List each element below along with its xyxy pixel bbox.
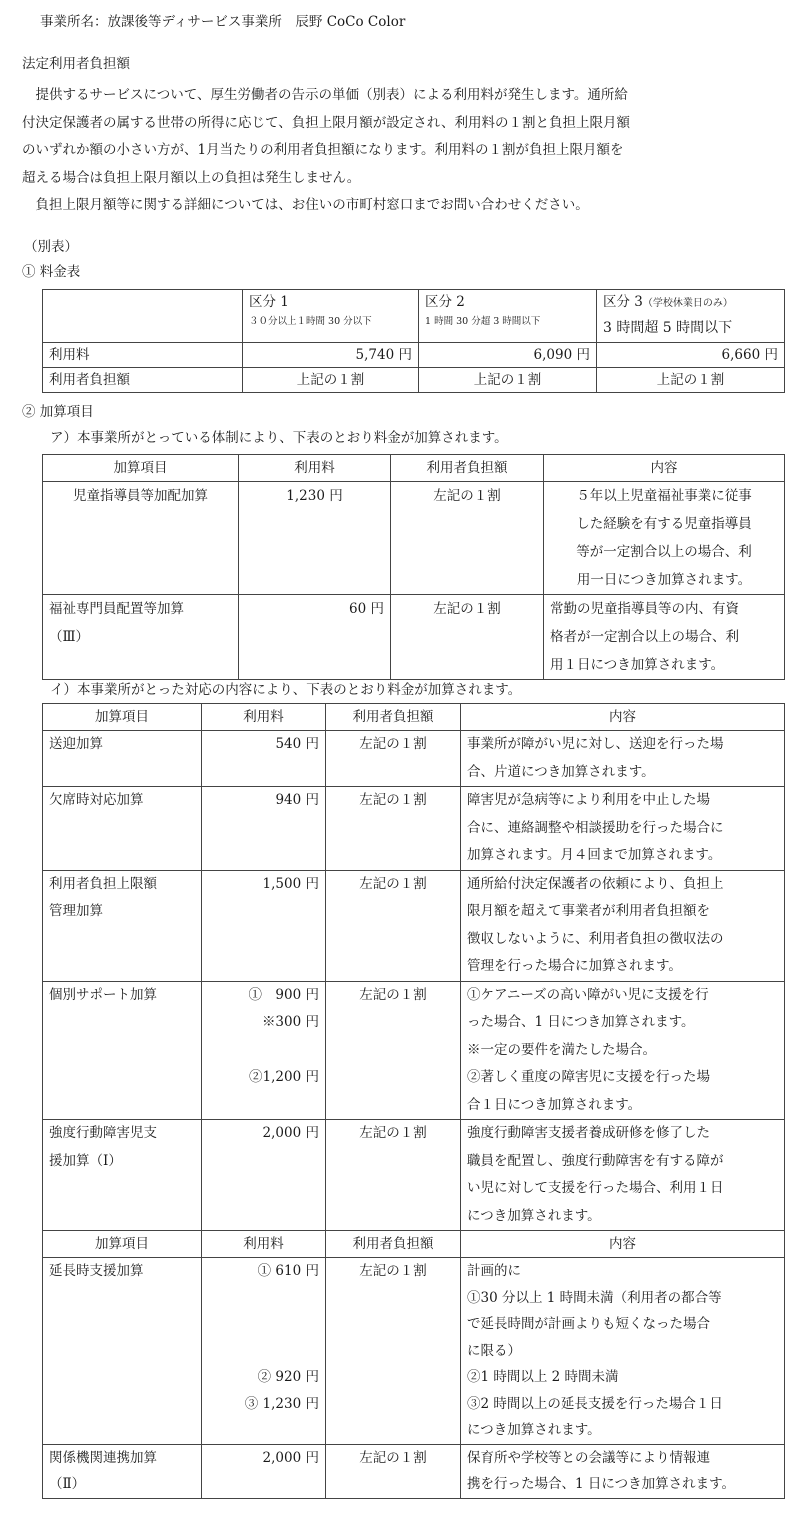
content-line: 合、片道につき加算されます。 xyxy=(467,763,655,780)
content-cell xyxy=(461,1258,785,1445)
item-cell xyxy=(43,482,239,595)
header-content: 内容 xyxy=(461,704,785,731)
table-row xyxy=(43,787,785,871)
content-cell xyxy=(461,1120,785,1231)
category-duration: ３０分以上１時間 30 分以下 xyxy=(249,316,372,327)
content-line: 管理を行った場合に加算されます。 xyxy=(467,958,682,974)
burden-cell: 左記の１割 xyxy=(326,787,461,871)
fee-table-row xyxy=(43,368,785,393)
fee-value: 1,500 円 xyxy=(262,875,319,892)
table-header-row xyxy=(43,704,785,731)
content-cell xyxy=(461,870,785,981)
content-line: 等が一定割合以上の場合、利 xyxy=(576,544,752,560)
header-content: 内容 xyxy=(544,455,785,482)
fee-cell xyxy=(239,595,391,680)
item-name: 欠席時対応加算 xyxy=(49,792,144,808)
fee-value: 60 円 xyxy=(349,601,384,617)
item-name: 関係機関連携加算 xyxy=(49,1449,157,1466)
item-name: 福祉専門員配置等加算 xyxy=(49,601,184,617)
fee-spacer xyxy=(208,1285,319,1312)
intro-line: 超える場合は負担上限月額以上の負担は発生しません。 xyxy=(22,169,361,186)
content-line: 通所給付決定保護者の依頼により、負担上 xyxy=(467,875,724,892)
table-header-row xyxy=(43,1231,785,1258)
content-line: ①30 分以上 1 時間未満（利用者の都合等 xyxy=(467,1289,722,1306)
fee-value: 1,230 円 xyxy=(286,488,343,504)
header-content: 内容 xyxy=(461,1231,785,1258)
burden-cell: 左記の１割 xyxy=(326,1258,461,1445)
content-cell xyxy=(544,482,785,595)
item-cell xyxy=(43,870,202,981)
table-header-row xyxy=(43,455,785,482)
content-line: 事業所が障がい児に対し、送迎を行った場 xyxy=(467,736,724,752)
content-cell xyxy=(461,731,785,787)
burden-cell: 左記の１割 xyxy=(326,1444,461,1498)
fee-spacer xyxy=(208,1338,319,1365)
header-burden: 利用者負担額 xyxy=(326,704,461,731)
fee-table-row xyxy=(43,343,785,368)
section1-title: ① 料金表 xyxy=(22,264,81,280)
intro-paragraph xyxy=(22,82,630,220)
fee-table xyxy=(42,289,785,393)
content-line: につき加算されます。 xyxy=(467,1422,601,1438)
content-line: した経験を有する児童指導員 xyxy=(576,516,752,532)
category-note: （学校休業日のみ） xyxy=(642,298,733,309)
burden-value: 上記の１割 xyxy=(419,368,597,393)
burden-cell: 左記の１割 xyxy=(391,595,544,680)
fee-table-header-cell xyxy=(597,290,785,343)
fee-cell xyxy=(202,1444,326,1498)
item-name: 援加算（Ⅰ） xyxy=(49,1152,122,1169)
content-line: 計画的に xyxy=(467,1263,521,1279)
item-cell xyxy=(43,787,202,871)
fee-spacer xyxy=(208,1037,319,1065)
item-name: （Ⅱ） xyxy=(49,1476,86,1492)
burden-cell: 左記の１割 xyxy=(326,981,461,1120)
fee-table-corner xyxy=(43,290,243,343)
fee-table-header-cell xyxy=(419,290,597,343)
content-line: った場合、1 日につき加算されます。 xyxy=(467,1014,695,1030)
item-name: （Ⅲ） xyxy=(49,629,90,645)
header-item: 加算項目 xyxy=(43,704,202,731)
content-line: 用一日につき加算されます。 xyxy=(576,572,752,588)
item-cell xyxy=(43,1444,202,1498)
item-cell xyxy=(43,981,202,1120)
content-line: で延長時間が計画よりも短くなった場合 xyxy=(467,1316,710,1332)
burden-cell: 左記の１割 xyxy=(326,731,461,787)
intro-line: 負担上限月額等に関する詳細については、お住いの市町村窓口までお問い合わせください。 xyxy=(22,197,589,213)
item-name: 強度行動障害児支 xyxy=(49,1125,157,1141)
header-burden: 利用者負担額 xyxy=(391,455,544,482)
content-line: ③2 時間以上の延長支援を行った場合１日 xyxy=(467,1395,723,1412)
table-a-caption: ア）本事業所がとっている体制により、下表のとおり料金が加算されます。 xyxy=(50,430,508,446)
table-row xyxy=(43,1120,785,1231)
content-line: 携を行った場合、1 日につき加算されます。 xyxy=(467,1476,736,1492)
section-title-legal-burden: 法定利用者負担額 xyxy=(22,56,130,72)
header-item: 加算項目 xyxy=(43,1231,202,1258)
burden-value: 上記の１割 xyxy=(597,368,785,393)
table-row xyxy=(43,731,785,787)
row-label: 利用料 xyxy=(43,343,243,368)
fee-cell xyxy=(202,1120,326,1231)
fee-value: 2,000 円 xyxy=(262,1449,319,1466)
addition-table-b xyxy=(42,703,785,1499)
content-line: に限る） xyxy=(467,1342,521,1359)
header-burden: 利用者負担額 xyxy=(326,1231,461,1258)
fee-value: 6,090 円 xyxy=(419,343,597,368)
content-line: 徴収しないように、利用者負担の徴収法の xyxy=(467,930,724,947)
content-line: 限月額を超えて事業者が利用者負担額を xyxy=(467,903,710,919)
item-name: 児童指導員等加配加算 xyxy=(73,488,208,504)
content-cell xyxy=(544,595,785,680)
burden-value: 上記の１割 xyxy=(243,368,419,393)
content-line: 加算されます。月４回まで加算されます。 xyxy=(467,847,722,863)
addition-table-a xyxy=(42,454,785,680)
content-line: につき加算されます。 xyxy=(467,1207,601,1224)
item-cell xyxy=(43,1120,202,1231)
fee-value: ② 920 円 xyxy=(257,1369,319,1385)
intro-line: のいずれか額の小さい方が、1月当たりの利用者負担額になります。利用料の１割が負担上限月額を xyxy=(22,142,624,158)
item-name: 延長時支援加算 xyxy=(49,1263,144,1279)
header-fee: 利用料 xyxy=(202,1231,326,1258)
table-row xyxy=(43,595,785,680)
fee-cell xyxy=(202,981,326,1120)
content-line: 強度行動障害支援者養成研修を修了した xyxy=(467,1125,710,1141)
content-line: 格者が一定割合以上の場合、利 xyxy=(550,629,739,645)
item-name: 個別サポート加算 xyxy=(49,986,157,1003)
fee-value: 6,660 円 xyxy=(597,343,785,368)
header-fee: 利用料 xyxy=(239,455,391,482)
content-cell xyxy=(461,981,785,1120)
item-name: 管理加算 xyxy=(49,903,103,919)
content-line: 合に、連絡調整や相談援助を行った場合に xyxy=(467,819,724,836)
content-line: 職員を配置し、強度行動障害を有する障が xyxy=(467,1152,724,1169)
content-line: 障害児が急病等により利用を中止した場 xyxy=(467,792,710,808)
fee-cell xyxy=(202,1258,326,1445)
category-name: 区分 3 xyxy=(603,294,643,310)
item-name: 送迎加算 xyxy=(49,736,103,752)
fee-cell xyxy=(202,870,326,981)
content-line: ※一定の要件を満たした場合。 xyxy=(467,1041,656,1058)
fee-value: ③ 1,230 円 xyxy=(244,1395,319,1412)
content-line: ②1 時間以上 2 時間未満 xyxy=(467,1369,619,1385)
content-line: 合１日につき加算されます。 xyxy=(467,1096,642,1113)
item-name: 利用者負担上限額 xyxy=(49,875,157,892)
table-row xyxy=(43,482,785,595)
category-duration: 3 時間超 5 時間以下 xyxy=(603,320,733,336)
fee-value: ① 610 円 xyxy=(257,1263,319,1279)
content-cell xyxy=(461,787,785,871)
fee-value: ②1,200 円 xyxy=(249,1069,319,1085)
fee-value: ※300 円 xyxy=(261,1014,319,1030)
header-fee: 利用料 xyxy=(202,704,326,731)
fee-table-header-cell xyxy=(243,290,419,343)
fee-value: 2,000 円 xyxy=(262,1125,319,1141)
item-cell xyxy=(43,1258,202,1445)
fee-table-header-row xyxy=(43,290,785,343)
intro-line: 提供するサービスについて、厚生労働者の告示の単価（別表）による利用料が発生します。通所給 xyxy=(22,87,628,103)
header-item: 加算項目 xyxy=(43,455,239,482)
fee-spacer xyxy=(208,1311,319,1338)
intro-line: 付決定保護者の属する世帯の所得に応じて、負担上限月額が設定され、利用料の１割と負担上限月額 xyxy=(22,114,631,131)
table-b-caption: イ）本事業所がとった対応の内容により、下表のとおり料金が加算されます。 xyxy=(50,682,522,698)
fee-cell xyxy=(202,731,326,787)
appendix-label: （別表） xyxy=(24,239,78,255)
item-cell xyxy=(43,731,202,787)
content-line: い児に対して支援を行った場合、利用１日 xyxy=(467,1180,724,1196)
table-row xyxy=(43,870,785,981)
category-duration: 1 時間 30 分超 3 時間以下 xyxy=(425,316,541,327)
item-cell xyxy=(43,595,239,680)
fee-value: 540 円 xyxy=(275,736,319,752)
content-cell xyxy=(461,1444,785,1498)
content-line: ②著しく重度の障害児に支援を行った場 xyxy=(467,1069,710,1085)
fee-value: ① 900 円 xyxy=(248,986,319,1003)
content-line: 保育所や学校等との会議等により情報連 xyxy=(467,1449,710,1466)
category-name: 区分 2 xyxy=(425,294,465,310)
content-line: ５年以上児童福祉事業に従事 xyxy=(576,488,752,504)
content-line: ①ケアニーズの高い障がい児に支援を行 xyxy=(467,986,709,1003)
category-name: 区分 1 xyxy=(249,294,289,310)
fee-value: 940 円 xyxy=(275,792,319,808)
burden-cell: 左記の１割 xyxy=(326,870,461,981)
table-row xyxy=(43,1258,785,1445)
burden-cell: 左記の１割 xyxy=(326,1120,461,1231)
burden-cell: 左記の１割 xyxy=(391,482,544,595)
content-line: 常勤の児童指導員等の内、有資 xyxy=(550,601,739,617)
table-row xyxy=(43,1444,785,1498)
section2-title: ② 加算項目 xyxy=(22,404,94,420)
table-row xyxy=(43,981,785,1120)
facility-name: 事業所名：放課後等ディサービス事業所 辰野 CoCo Color xyxy=(40,14,406,30)
fee-cell xyxy=(239,482,391,595)
fee-cell xyxy=(202,787,326,871)
row-label: 利用者負担額 xyxy=(43,368,243,393)
fee-value: 5,740 円 xyxy=(243,343,419,368)
content-line: 用１日につき加算されます。 xyxy=(550,657,725,673)
